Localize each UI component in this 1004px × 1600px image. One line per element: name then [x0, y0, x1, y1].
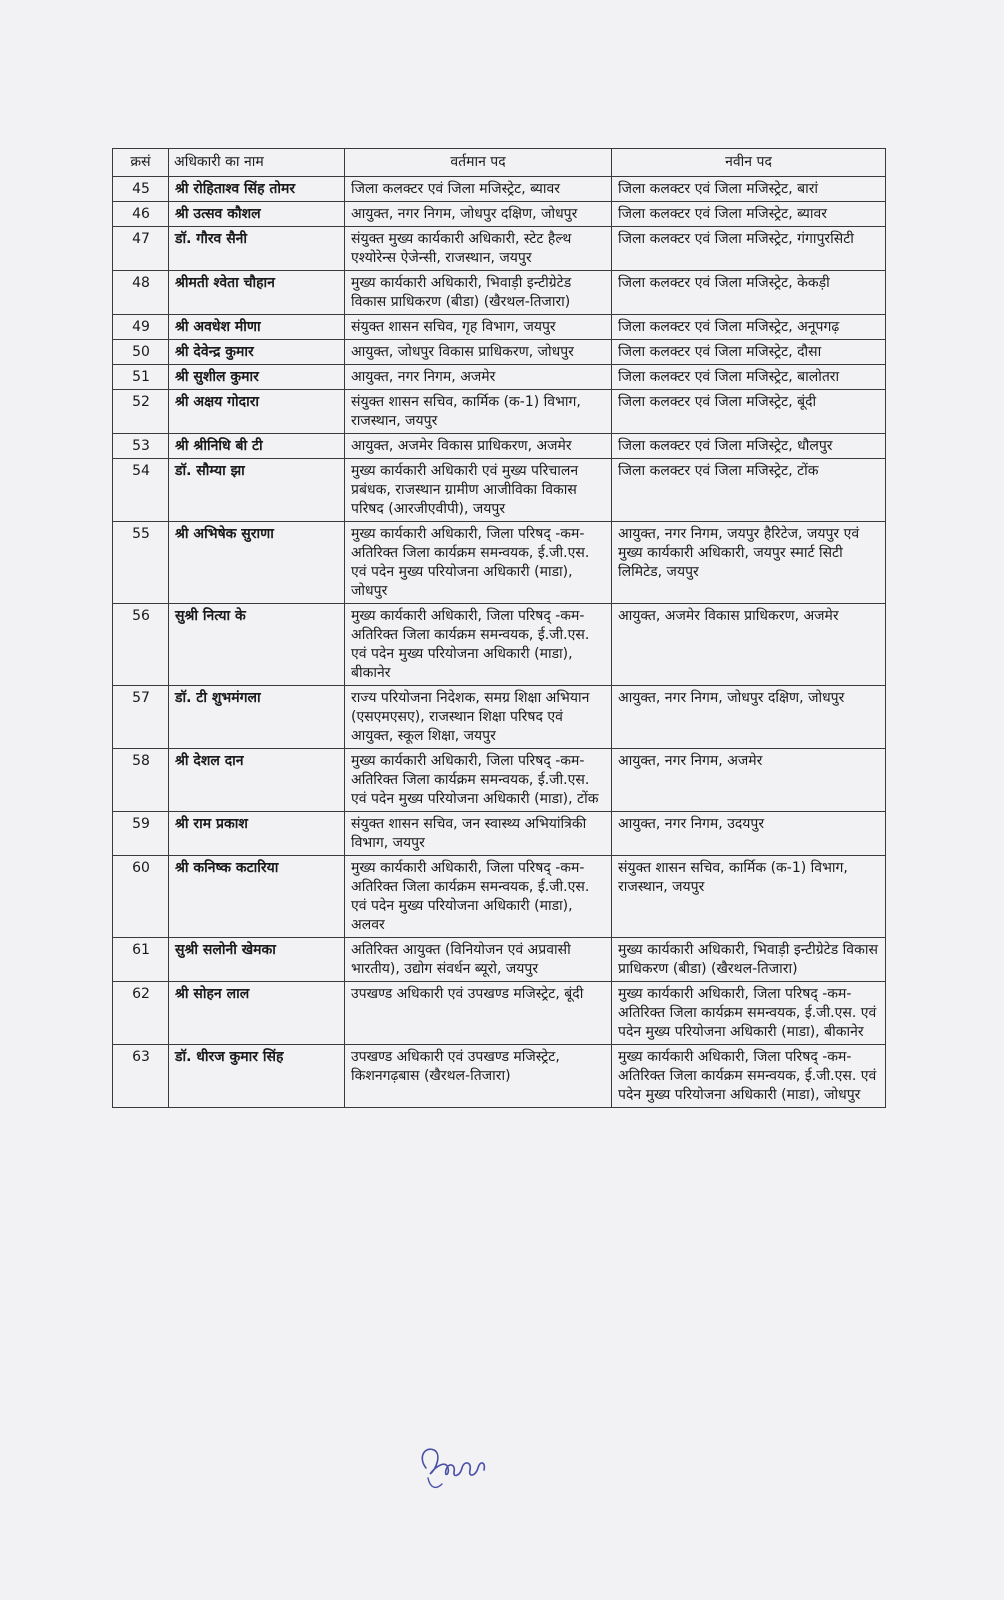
officer-name-cell: श्री अवधेश मीणा — [169, 315, 345, 340]
table-row — [113, 856, 886, 938]
table-row — [113, 271, 886, 315]
new-post-cell: जिला कलक्टर एवं जिला मजिस्ट्रेट, बूंदी — [612, 390, 886, 434]
officer-name-cell: श्री सोहन लाल — [169, 982, 345, 1045]
officer-name-cell: डॉ. टी शुभमंगला — [169, 686, 345, 749]
table-row — [113, 1045, 886, 1108]
current-post-cell: आयुक्त, नगर निगम, अजमेर — [345, 365, 612, 390]
new-post-cell: जिला कलक्टर एवं जिला मजिस्ट्रेट, बारां — [612, 177, 886, 202]
current-post-cell: आयुक्त, नगर निगम, जोधपुर दक्षिण, जोधपुर — [345, 202, 612, 227]
serial-cell: 49 — [113, 315, 169, 340]
new-post-cell: जिला कलक्टर एवं जिला मजिस्ट्रेट, टोंक — [612, 459, 886, 522]
table-row — [113, 604, 886, 686]
new-post-cell: मुख्य कार्यकारी अधिकारी, जिला परिषद् -कम- अतिरिक्त जिला कार्यक्रम समन्वयक, ई.जी.एस. एवं पदेन मुख्य परियोजना अधिकारी (माडा), जोधपुर — [612, 1045, 886, 1108]
new-post-cell: मुख्य कार्यकारी अधिकारी, भिवाड़ी इन्टीग्रेटेड विकास प्राधिकरण (बीडा) (खैरथल-तिजारा) — [612, 938, 886, 982]
current-post-cell: उपखण्ड अधिकारी एवं उपखण्ड मजिस्ट्रेट, किशनगढ़बास (खैरथल-तिजारा) — [345, 1045, 612, 1108]
officer-name-cell: श्री राम प्रकाश — [169, 812, 345, 856]
serial-cell: 50 — [113, 340, 169, 365]
current-post-cell: संयुक्त मुख्य कार्यकारी अधिकारी, स्टेट हैल्थ एश्योरेन्स ऐजेन्सी, राजस्थान, जयपुर — [345, 227, 612, 271]
header-new-post: नवीन पद — [612, 149, 886, 177]
table-row — [113, 749, 886, 812]
new-post-cell: संयुक्त शासन सचिव, कार्मिक (क-1) विभाग, राजस्थान, जयपुर — [612, 856, 886, 938]
officer-name-cell: श्री देवेन्द्र कुमार — [169, 340, 345, 365]
new-post-cell: मुख्य कार्यकारी अधिकारी, जिला परिषद् -कम- अतिरिक्त जिला कार्यक्रम समन्वयक, ई.जी.एस. एवं पदेन मुख्य परियोजना अधिकारी (माडा), बीकानेर — [612, 982, 886, 1045]
table-row — [113, 982, 886, 1045]
table-row — [113, 177, 886, 202]
serial-cell: 63 — [113, 1045, 169, 1108]
officer-name-cell: श्री अक्षय गोदारा — [169, 390, 345, 434]
new-post-cell: जिला कलक्टर एवं जिला मजिस्ट्रेट, ब्यावर — [612, 202, 886, 227]
new-post-cell: आयुक्त, नगर निगम, जयपुर हैरिटेज, जयपुर एवं मुख्य कार्यकारी अधिकारी, जयपुर स्मार्ट सिटी लिमिटेड, जयपुर — [612, 522, 886, 604]
officer-name-cell: डॉ. गौरव सैनी — [169, 227, 345, 271]
current-post-cell: संयुक्त शासन सचिव, जन स्वास्थ्य अभियांत्रिकी विभाग, जयपुर — [345, 812, 612, 856]
current-post-cell: मुख्य कार्यकारी अधिकारी, जिला परिषद् -कम- अतिरिक्त जिला कार्यक्रम समन्वयक, ई.जी.एस. एवं पदेन मुख्य परियोजना अधिकारी (माडा), बीकानेर — [345, 604, 612, 686]
new-post-cell: जिला कलक्टर एवं जिला मजिस्ट्रेट, अनूपगढ़ — [612, 315, 886, 340]
officer-name-cell: श्री देशल दान — [169, 749, 345, 812]
new-post-cell: जिला कलक्टर एवं जिला मजिस्ट्रेट, गंगापुरसिटी — [612, 227, 886, 271]
new-post-cell: आयुक्त, अजमेर विकास प्राधिकरण, अजमेर — [612, 604, 886, 686]
current-post-cell: मुख्य कार्यकारी अधिकारी, जिला परिषद् -कम- अतिरिक्त जिला कार्यक्रम समन्वयक, ई.जी.एस. एवं पदेन मुख्य परियोजना अधिकारी (माडा), जोधपुर — [345, 522, 612, 604]
table-header-row — [113, 149, 886, 177]
table-row — [113, 202, 886, 227]
officer-name-cell: सुश्री नित्या के — [169, 604, 345, 686]
current-post-cell: मुख्य कार्यकारी अधिकारी एवं मुख्य परिचालन प्रबंधक, राजस्थान ग्रामीण आजीविका विकास परिषद (आरजीएवीपी), जयपुर — [345, 459, 612, 522]
officer-name-cell: श्री उत्सव कौशल — [169, 202, 345, 227]
table-row — [113, 938, 886, 982]
serial-cell: 53 — [113, 434, 169, 459]
serial-cell: 47 — [113, 227, 169, 271]
table-row — [113, 340, 886, 365]
signature-mark — [412, 1440, 492, 1495]
table-body — [113, 177, 886, 1108]
serial-cell: 54 — [113, 459, 169, 522]
table-row — [113, 434, 886, 459]
serial-cell: 60 — [113, 856, 169, 938]
officer-name-cell: श्री रोहिताश्व सिंह तोमर — [169, 177, 345, 202]
table-row — [113, 365, 886, 390]
officer-name-cell: श्री कनिष्क कटारिया — [169, 856, 345, 938]
current-post-cell: उपखण्ड अधिकारी एवं उपखण्ड मजिस्ट्रेट, बूंदी — [345, 982, 612, 1045]
current-post-cell: संयुक्त शासन सचिव, कार्मिक (क-1) विभाग, राजस्थान, जयपुर — [345, 390, 612, 434]
current-post-cell: जिला कलक्टर एवं जिला मजिस्ट्रेट, ब्यावर — [345, 177, 612, 202]
new-post-cell: जिला कलक्टर एवं जिला मजिस्ट्रेट, केकड़ी — [612, 271, 886, 315]
officer-name-cell: डॉ. सौम्या झा — [169, 459, 345, 522]
serial-cell: 57 — [113, 686, 169, 749]
serial-cell: 59 — [113, 812, 169, 856]
serial-cell: 55 — [113, 522, 169, 604]
table-row — [113, 812, 886, 856]
officer-name-cell: श्री श्रीनिधि बी टी — [169, 434, 345, 459]
serial-cell: 51 — [113, 365, 169, 390]
table-row — [113, 315, 886, 340]
current-post-cell: मुख्य कार्यकारी अधिकारी, जिला परिषद् -कम- अतिरिक्त जिला कार्यक्रम समन्वयक, ई.जी.एस. एवं पदेन मुख्य परियोजना अधिकारी (माडा), टोंक — [345, 749, 612, 812]
header-current-post: वर्तमान पद — [345, 149, 612, 177]
new-post-cell: आयुक्त, नगर निगम, अजमेर — [612, 749, 886, 812]
new-post-cell: आयुक्त, नगर निगम, जोधपुर दक्षिण, जोधपुर — [612, 686, 886, 749]
officer-name-cell: सुश्री सलोनी खेमका — [169, 938, 345, 982]
serial-cell: 48 — [113, 271, 169, 315]
serial-cell: 46 — [113, 202, 169, 227]
officer-name-cell: श्री सुशील कुमार — [169, 365, 345, 390]
new-post-cell: जिला कलक्टर एवं जिला मजिस्ट्रेट, दौसा — [612, 340, 886, 365]
transfer-table — [112, 148, 886, 1108]
serial-cell: 58 — [113, 749, 169, 812]
current-post-cell: अतिरिक्त आयुक्त (विनियोजन एवं अप्रवासी भारतीय), उद्योग संवर्धन ब्यूरो, जयपुर — [345, 938, 612, 982]
current-post-cell: मुख्य कार्यकारी अधिकारी, जिला परिषद् -कम- अतिरिक्त जिला कार्यक्रम समन्वयक, ई.जी.एस. एवं पदेन मुख्य परियोजना अधिकारी (माडा), अलवर — [345, 856, 612, 938]
current-post-cell: संयुक्त शासन सचिव, गृह विभाग, जयपुर — [345, 315, 612, 340]
officer-name-cell: श्रीमती श्वेता चौहान — [169, 271, 345, 315]
current-post-cell: राज्य परियोजना निदेशक, समग्र शिक्षा अभियान (एसएमएसए), राजस्थान शिक्षा परिषद एवं आयुक्त, स्कूल शिक्षा, जयपुर — [345, 686, 612, 749]
table-row — [113, 390, 886, 434]
new-post-cell: जिला कलक्टर एवं जिला मजिस्ट्रेट, धौलपुर — [612, 434, 886, 459]
current-post-cell: आयुक्त, अजमेर विकास प्राधिकरण, अजमेर — [345, 434, 612, 459]
serial-cell: 52 — [113, 390, 169, 434]
serial-cell: 62 — [113, 982, 169, 1045]
new-post-cell: जिला कलक्टर एवं जिला मजिस्ट्रेट, बालोतरा — [612, 365, 886, 390]
table-row — [113, 227, 886, 271]
header-serial: क्रसं — [113, 149, 169, 177]
current-post-cell: मुख्य कार्यकारी अधिकारी, भिवाड़ी इन्टीग्रेटेड विकास प्राधिकरण (बीडा) (खैरथल-तिजारा) — [345, 271, 612, 315]
current-post-cell: आयुक्त, जोधपुर विकास प्राधिकरण, जोधपुर — [345, 340, 612, 365]
table-row — [113, 522, 886, 604]
serial-cell: 45 — [113, 177, 169, 202]
table-row — [113, 459, 886, 522]
serial-cell: 56 — [113, 604, 169, 686]
officer-name-cell: डॉ. धीरज कुमार सिंह — [169, 1045, 345, 1108]
serial-cell: 61 — [113, 938, 169, 982]
header-officer-name: अधिकारी का नाम — [169, 149, 345, 177]
table-row — [113, 686, 886, 749]
officer-name-cell: श्री अभिषेक सुराणा — [169, 522, 345, 604]
new-post-cell: आयुक्त, नगर निगम, उदयपुर — [612, 812, 886, 856]
